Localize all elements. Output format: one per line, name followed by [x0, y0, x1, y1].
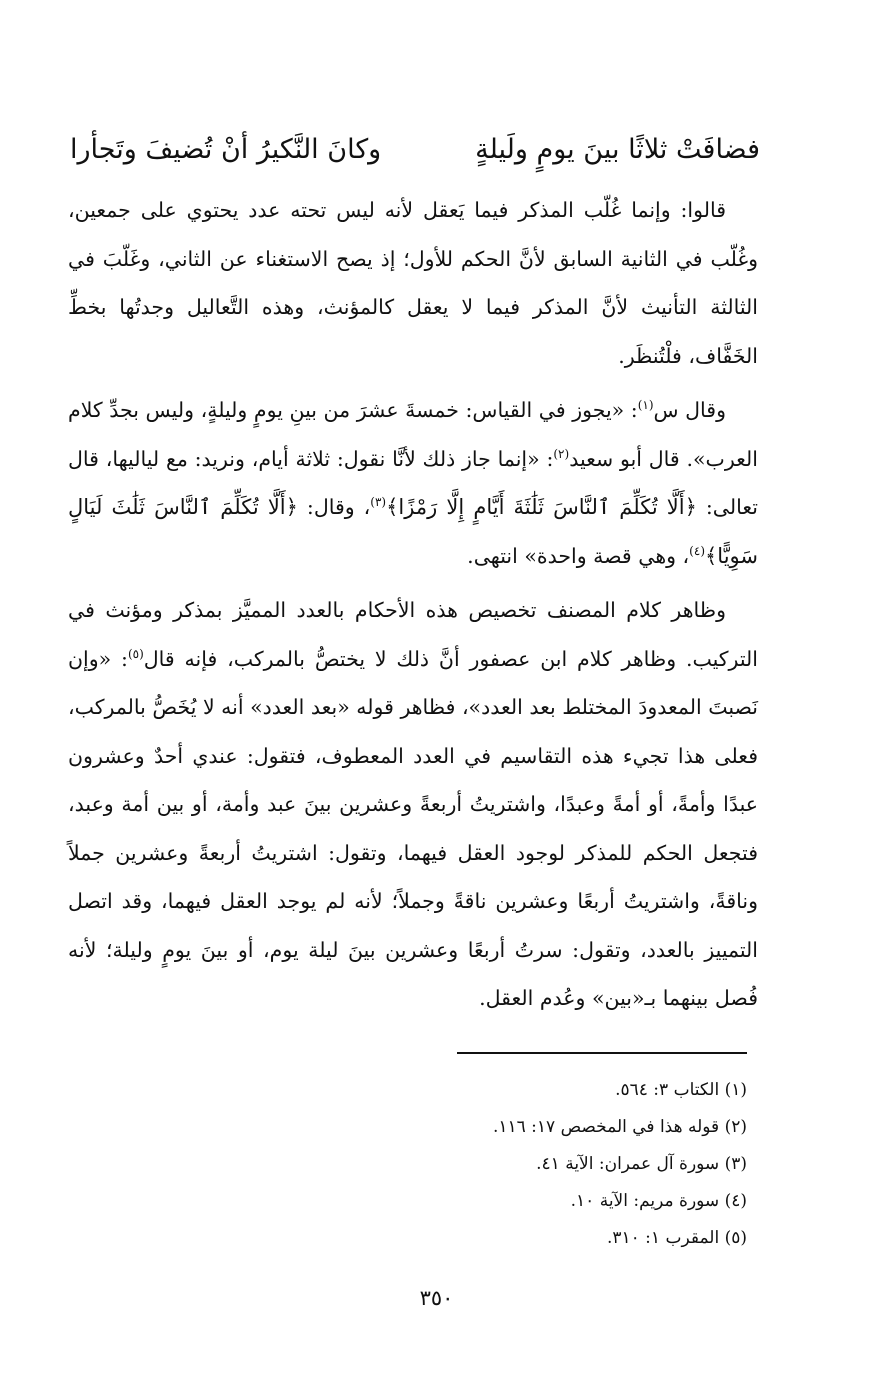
- paragraph-2-text-2: : «يجوز في القياس: خمسةَ عشرَ من بينِ يومٍ وليلةٍ، وليس بجدِّ كلام العرب». قال أبو سعيد: [68, 398, 759, 471]
- footnote-3: (٣) سورة آل عمران: الآية ٤١.: [536, 1154, 747, 1174]
- footnote-1: (١) الكتاب ٣: ٥٦٤.: [615, 1080, 747, 1100]
- paragraph-3: [68, 586, 758, 1023]
- footnote-2: (٢) قوله هذا في المخصص ١٧: ١١٦.: [492, 1117, 747, 1137]
- footnotes-list: [227, 1072, 747, 1257]
- footnote-separator: [457, 1052, 747, 1054]
- footnote-ref-4: (٤): [689, 543, 705, 558]
- footnote-5: (٥) المقرب ١: ٣١٠.: [606, 1228, 747, 1248]
- main-text: [68, 186, 758, 1023]
- quran-verse-1: ﴿أَلَّا تُكَلِّمَ ٱلنَّاسَ ثَلَٰثَةَ أَيَّامٍ إِلَّا رَمْزًا﴾: [386, 495, 697, 519]
- footnote-4: (٤) سورة مريم: الآية ١٠.: [570, 1191, 747, 1211]
- footnote-ref-2: (٢): [553, 446, 570, 461]
- verse-first-hemistich: فضافَتْ ثلاثًا بينَ يومٍ ولَيلةٍ: [475, 134, 760, 165]
- verse-second-hemistich: وكانَ النَّكيرُ أنْ تُضيفَ وتَجأرا: [70, 134, 382, 165]
- footnote-ref-5: (٥): [127, 646, 144, 661]
- footnote-ref-1: (١): [637, 398, 654, 413]
- paragraph-2-text-3: : «إنما جاز ذلك لأنَّا نقول: ثلاثة أيام، ونريد: مع لياليها، قال تعالى:: [68, 446, 758, 519]
- paragraph-3-text-2: : «وإن نَصبتَ المعدودَ المختلط بعد العدد»، فظاهر قوله «بعد العدد» أنه لا يُخَصُّ بالمركب، فعلى هذا تجيء هذه التقاسيم في العدد المعطوف، فتقول: عندي أحدٌ وعشرون عبدًا وأمةً، أو أمةً وعبدًا، واشتريتُ أربعةً وعشرين بينَ عبد وأمة، أو بين أمة وعبد، فتجعل الحكم للمذكر لوجود العقل فيهما، وتقول: اشتريتُ أربعةً وعشرين جملاً وناقةً، واشتريتُ أربعًا وعشرين ناقةً وجملاً؛ لأنه لم يوجد العقل فيهما، وقد اتصل التمييز بالعدد، وتقول: سرتُ أربعًا وعشرين بينَ ليلة يوم، أو بينَ يومٍ وليلة؛ لأنه فُصل بينهما بـ«بين» وعُدم العقل.: [68, 646, 758, 1010]
- footnote-ref-3: (٣): [370, 495, 387, 510]
- paragraph-2: [68, 386, 758, 580]
- paragraph-3-text-1: وظاهر كلام المصنف تخصيص هذه الأحكام بالعدد المميَّز بمذكر ومؤنث في التركيب. وظاهر كلام ابن عصفور أنَّ ذلك لا يختصُّ بالمركب، فإنه قال: [68, 598, 758, 671]
- page-number: ٣٥٠: [419, 1286, 454, 1310]
- paragraph-2-text-5: ، وهي قصة واحدة» انتهى.: [467, 543, 690, 568]
- paragraph-2-text-4: ، وقال:: [297, 495, 371, 519]
- poetry-verse: [70, 128, 760, 172]
- paragraph-1: قالوا: وإنما غُلّب المذكر فيما يَعقل لأنه ليس تحته عدد يحتوي على جمعين، وغُلّب في الثانية السابق لأنَّ الحكم للأول؛ إذ يصح الاستغناء عن الثاني، وغَلّبَ في الثالثة التأنيث لأنَّ المذكر فيما لا يعقل كالمؤنث، وهذه التَّعاليل وجدتُها بخطِّ الخَفَّاف، فلْتُنظَر.: [68, 198, 758, 368]
- paragraph-2-text-1: وقال س: [653, 398, 726, 422]
- quran-verse-2: ﴿أَلَّا تُكَلِّمَ ٱلنَّاسَ ثَلَٰثَ لَيَالٍ سَوِيًّا﴾: [68, 495, 758, 568]
